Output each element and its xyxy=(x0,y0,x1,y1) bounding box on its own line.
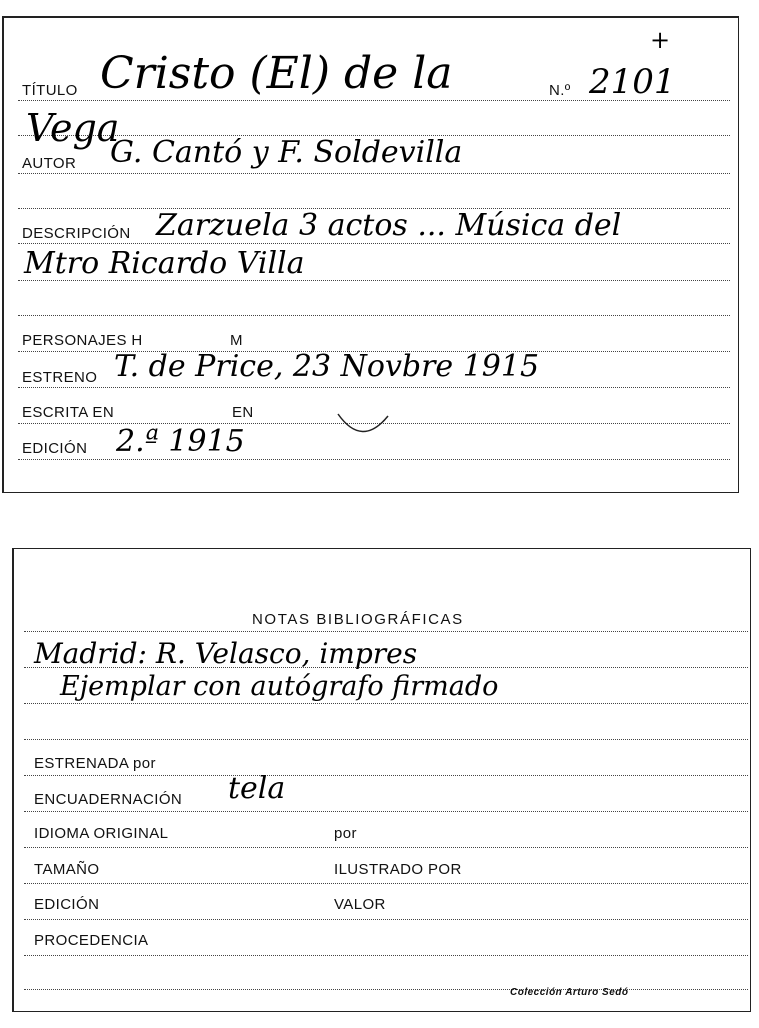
procedencia-label: PROCEDENCIA xyxy=(34,932,149,949)
numero-label: N.º xyxy=(549,82,571,99)
descripcion-value-line1: Zarzuela 3 actos ... Música del xyxy=(156,208,622,243)
rule xyxy=(24,739,748,740)
estrenada-label: ESTRENADA por xyxy=(34,755,156,772)
notas-heading: NOTAS BIBLIOGRÁFICAS xyxy=(252,611,464,628)
tamano-label: TAMAÑO xyxy=(34,861,100,878)
valor-label: VALOR xyxy=(334,896,386,913)
rule xyxy=(24,631,748,632)
rule xyxy=(24,775,748,776)
escrita-label: ESCRITA EN xyxy=(22,404,115,421)
collection-credit: Colección Arturo Sedó xyxy=(510,987,629,998)
rule xyxy=(18,459,730,460)
edicion-label: EDICIÓN xyxy=(22,440,88,457)
rule xyxy=(24,847,748,848)
rule xyxy=(18,243,730,244)
rule xyxy=(24,919,748,920)
autor-value: G. Cantó y F. Soldevilla xyxy=(110,135,463,170)
catalog-card-front xyxy=(2,16,739,493)
edicion-value: 2.ª 1915 xyxy=(116,424,245,459)
catalog-card-back xyxy=(12,548,751,1012)
numero-value: 2101 xyxy=(589,62,676,102)
rule xyxy=(24,703,748,704)
personajes-label: PERSONAJES H xyxy=(22,332,143,349)
titulo-value-line2: Vega xyxy=(26,106,120,150)
estreno-label: ESTRENO xyxy=(22,369,98,386)
rule xyxy=(18,387,730,388)
descripcion-value-line2: Mtro Ricardo Villa xyxy=(24,246,305,281)
rule xyxy=(24,811,748,812)
rule xyxy=(24,989,748,990)
rule xyxy=(18,173,730,174)
rule xyxy=(24,955,748,956)
edicion-back-label: EDICIÓN xyxy=(34,896,100,913)
encuadernacion-value: tela xyxy=(228,771,286,806)
notes-line1: Madrid: R. Velasco, impres xyxy=(34,637,418,670)
rule xyxy=(24,883,748,884)
titulo-label: TÍTULO xyxy=(22,82,78,99)
encuadernacion-label: ENCUADERNACIÓN xyxy=(34,791,183,808)
por-label: por xyxy=(334,825,357,842)
autor-label: AUTOR xyxy=(22,155,77,172)
idioma-label: IDIOMA ORIGINAL xyxy=(34,825,169,842)
rule xyxy=(18,315,730,316)
descripcion-label: DESCRIPCIÓN xyxy=(22,225,131,242)
estreno-value: T. de Price, 23 Novbre 1915 xyxy=(114,349,540,384)
punch-hole-mark xyxy=(334,406,394,446)
notes-line2: Ejemplar con autógrafo firmado xyxy=(60,671,499,702)
personajes-m-label: M xyxy=(230,332,243,349)
cross-mark: + xyxy=(650,26,671,54)
titulo-value-line1: Cristo (El) de la xyxy=(100,48,453,99)
ilustrado-label: ILUSTRADO POR xyxy=(334,861,462,878)
escrita-en-label: EN xyxy=(232,404,254,421)
